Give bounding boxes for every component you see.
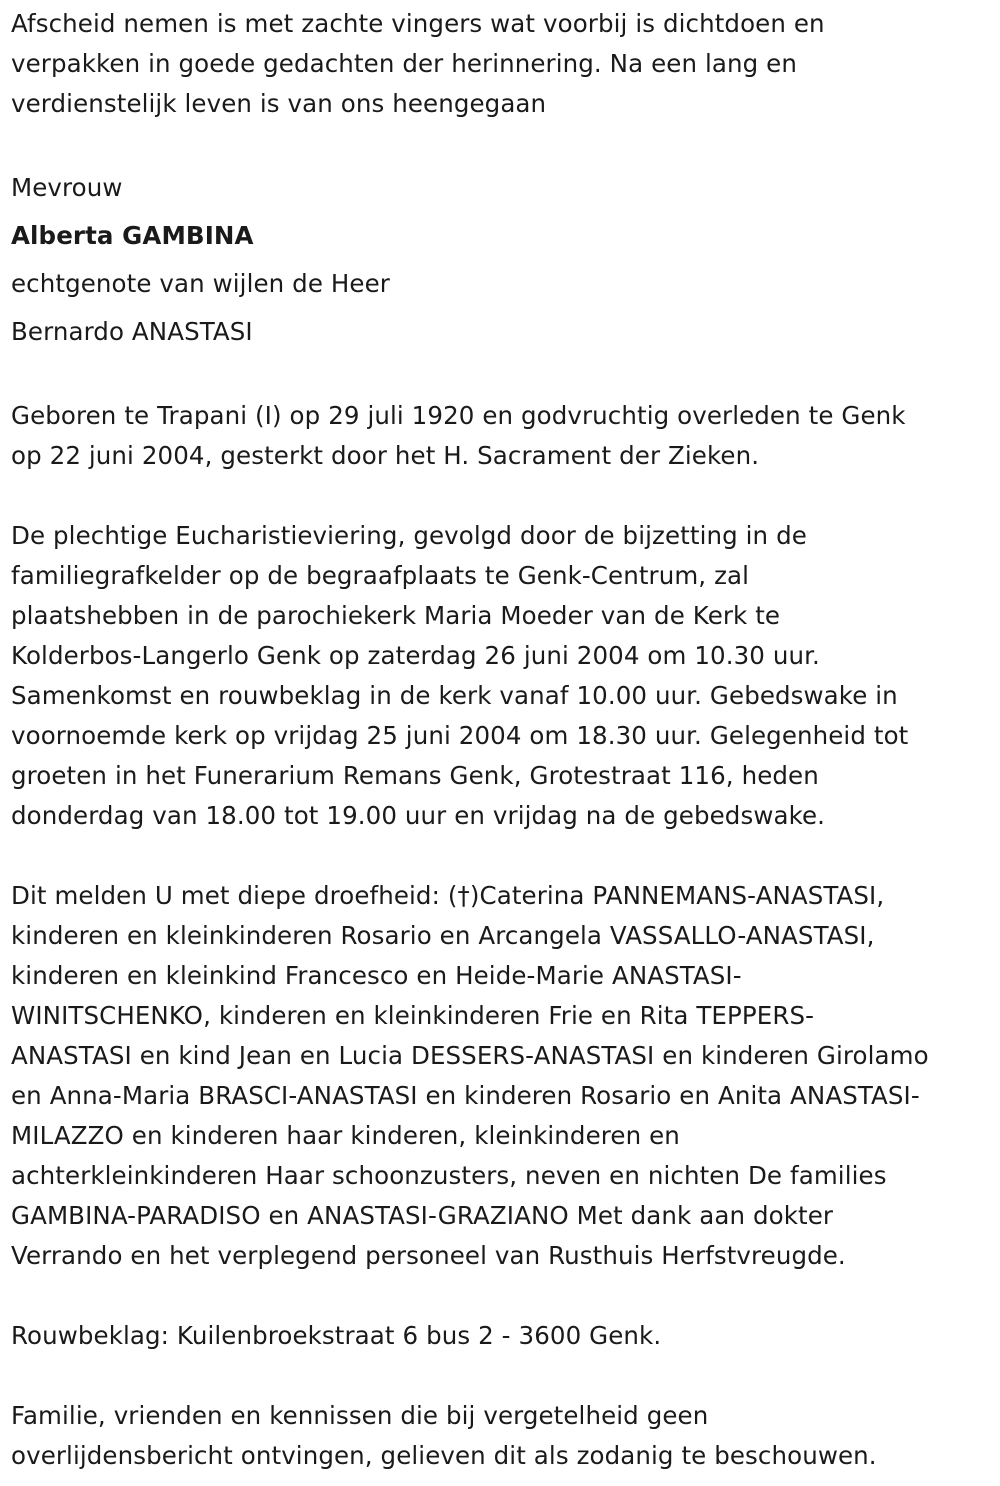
person-block: [11, 164, 991, 356]
spacer: [11, 836, 991, 876]
closing-paragraph: [11, 1396, 991, 1476]
ceremony-line: plaatshebben in de parochiekerk Maria Moeder van de Kerk te: [11, 601, 781, 630]
ceremony-line: De plechtige Eucharistieviering, gevolgd door de bijzetting in de: [11, 521, 807, 550]
family-line: achterkleinkinderen Haar schoonzusters, neven en nichten De families: [11, 1161, 887, 1190]
ceremony-line: Samenkomst en rouwbeklag in de kerk vanaf 10.00 uur. Gebedswake in: [11, 681, 898, 710]
intro-line: verdienstelijk leven is van ons heengegaan: [11, 89, 547, 118]
ceremony-paragraph: [11, 516, 991, 836]
condolence-line: Rouwbeklag: Kuilenbroekstraat 6 bus 2 - 3600 Genk.: [11, 1321, 662, 1350]
family-line: GAMBINA-PARADISO en ANASTASI-GRAZIANO Met dank aan dokter: [11, 1201, 834, 1230]
family-line: en Anna-Maria BRASCI-ANASTASI en kinderen Rosario en Anita ANASTASI-: [11, 1081, 920, 1110]
family-line: kinderen en kleinkind Francesco en Heide-Marie ANASTASI-: [11, 961, 742, 990]
deceased-name: Alberta GAMBINA: [11, 221, 254, 250]
birth-death-line: Geboren te Trapani (I) op 29 juli 1920 en godvruchtig overleden te Genk: [11, 401, 906, 430]
ceremony-line: familiegrafkelder op de begraafplaats te Genk-Centrum, zal: [11, 561, 750, 590]
closing-line: overlijdensbericht ontvingen, gelieven dit als zodanig te beschouwen.: [11, 1441, 877, 1470]
family-line: Dit melden U met diepe droefheid: (†)Caterina PANNEMANS-ANASTASI,: [11, 881, 885, 910]
spacer: [11, 356, 991, 396]
spacer: [11, 124, 991, 164]
ceremony-line: Kolderbos-Langerlo Genk op zaterdag 26 juni 2004 om 10.30 uur.: [11, 641, 820, 670]
spouse-name: Bernardo ANASTASI: [11, 317, 253, 346]
birth-death-line: op 22 juni 2004, gesterkt door het H. Sacrament der Zieken.: [11, 441, 760, 470]
ceremony-line: donderdag van 18.00 tot 19.00 uur en vrijdag na de gebedswake.: [11, 801, 826, 830]
intro-line: verpakken in goede gedachten der herinnering. Na een lang en: [11, 49, 797, 78]
family-line: Verrando en het verplegend personeel van Rusthuis Herfstvreugde.: [11, 1241, 846, 1270]
salutation: Mevrouw: [11, 173, 123, 202]
spacer: [11, 1276, 991, 1316]
intro-line: Afscheid nemen is met zachte vingers wat voorbij is dichtdoen en: [11, 9, 825, 38]
ceremony-line: voornoemde kerk op vrijdag 25 juni 2004 om 18.30 uur. Gelegenheid tot: [11, 721, 909, 750]
closing-line: Familie, vrienden en kennissen die bij vergetelheid geen: [11, 1401, 709, 1430]
family-line: ANASTASI en kind Jean en Lucia DESSERS-ANASTASI en kinderen Girolamo: [11, 1041, 929, 1070]
birth-death-paragraph: [11, 396, 991, 476]
ceremony-line: groeten in het Funerarium Remans Genk, Grotestraat 116, heden: [11, 761, 819, 790]
condolence-paragraph: [11, 1316, 991, 1356]
family-paragraph: [11, 876, 991, 1276]
relation-text: echtgenote van wijlen de Heer: [11, 269, 390, 298]
family-line: MILAZZO en kinderen haar kinderen, kleinkinderen en: [11, 1121, 680, 1150]
family-line: WINITSCHENKO, kinderen en kleinkinderen Frie en Rita TEPPERS-: [11, 1001, 815, 1030]
family-line: kinderen en kleinkinderen Rosario en Arcangela VASSALLO-ANASTASI,: [11, 921, 875, 950]
spacer: [11, 476, 991, 516]
intro-paragraph: [11, 4, 991, 124]
spacer: [11, 1356, 991, 1396]
obituary-notice: [11, 4, 991, 1476]
